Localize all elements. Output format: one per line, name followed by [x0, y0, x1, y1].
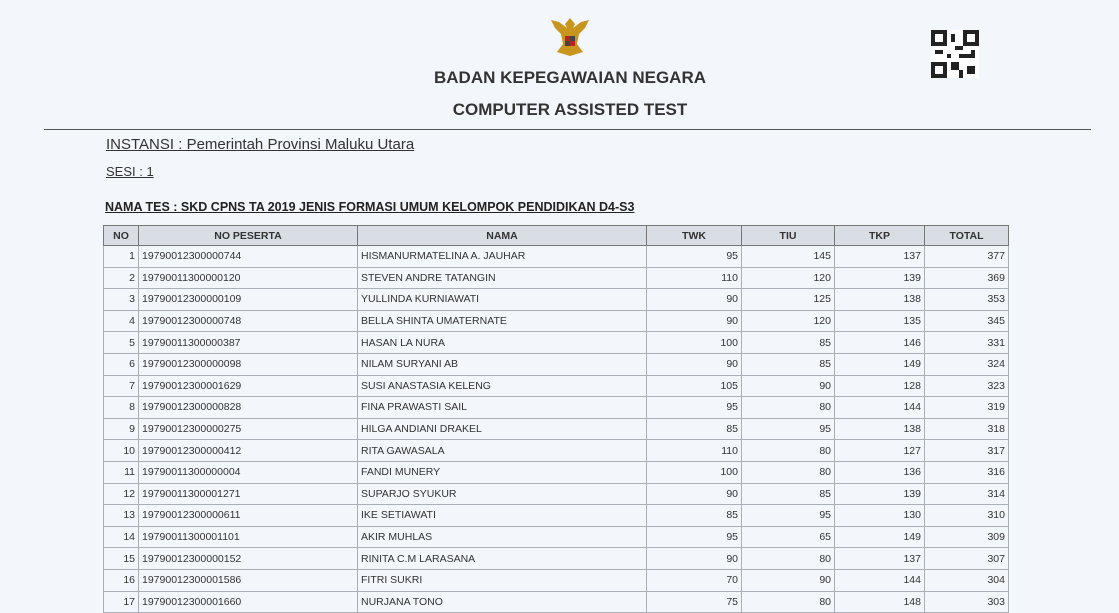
cell-twk: 90 [647, 353, 742, 375]
table-row [104, 353, 1009, 375]
cell-twk: 95 [647, 397, 742, 419]
cell-twk: 100 [647, 461, 742, 483]
cell-no: 10 [104, 440, 139, 462]
cell-no: 7 [104, 375, 139, 397]
results-table [103, 225, 1009, 613]
cell-no-peserta: 19790011300000004 [139, 461, 358, 483]
cell-twk: 95 [647, 526, 742, 548]
cell-no: 8 [104, 397, 139, 419]
cell-nama: FANDI MUNERY [358, 461, 647, 483]
cell-tiu: 145 [742, 246, 835, 268]
cell-tkp: 137 [835, 548, 925, 570]
cell-twk: 110 [647, 267, 742, 289]
cell-no-peserta: 19790012300000152 [139, 548, 358, 570]
cell-total: 369 [925, 267, 1009, 289]
column-header-tkp: TKP [835, 226, 925, 246]
cell-twk: 75 [647, 591, 742, 613]
cell-tkp: 146 [835, 332, 925, 354]
cell-nama: FITRI SUKRI [358, 569, 647, 591]
garuda-emblem-icon [547, 14, 593, 60]
cell-nama: AKIR MUHLAS [358, 526, 647, 548]
cell-no-peserta: 19790012300001660 [139, 591, 358, 613]
cell-total: 317 [925, 440, 1009, 462]
cell-no: 4 [104, 310, 139, 332]
cell-tkp: 138 [835, 289, 925, 311]
table-row [104, 440, 1009, 462]
table-row [104, 267, 1009, 289]
column-header-total: TOTAL [925, 226, 1009, 246]
nama-tes-label: NAMA TES : SKD CPNS TA 2019 JENIS FORMASI UMUM KELOMPOK PENDIDIKAN D4-S3 [105, 200, 635, 214]
cell-nama: FINA PRAWASTI SAIL [358, 397, 647, 419]
cell-total: 309 [925, 526, 1009, 548]
column-header-no: NO [104, 226, 139, 246]
cell-no: 9 [104, 418, 139, 440]
table-header-row [104, 226, 1009, 246]
cell-nama: SUPARJO SYUKUR [358, 483, 647, 505]
cell-tkp: 144 [835, 397, 925, 419]
cell-tiu: 95 [742, 418, 835, 440]
table-row [104, 332, 1009, 354]
cell-twk: 90 [647, 548, 742, 570]
cell-total: 314 [925, 483, 1009, 505]
cell-no: 14 [104, 526, 139, 548]
cell-tkp: 128 [835, 375, 925, 397]
cell-nama: HILGA ANDIANI DRAKEL [358, 418, 647, 440]
instansi-label: INSTANSI : Pemerintah Provinsi Maluku Utara [106, 136, 415, 153]
cell-tiu: 80 [742, 548, 835, 570]
cell-no-peserta: 19790012300000744 [139, 246, 358, 268]
column-header-no-peserta: NO PESERTA [139, 226, 358, 246]
cell-twk: 90 [647, 483, 742, 505]
cell-no: 17 [104, 591, 139, 613]
cell-no-peserta: 19790012300000611 [139, 505, 358, 527]
cell-no: 13 [104, 505, 139, 527]
cell-no-peserta: 19790012300001586 [139, 569, 358, 591]
cell-no-peserta: 19790012300000098 [139, 353, 358, 375]
cell-no-peserta: 19790011300000120 [139, 267, 358, 289]
table-row [104, 375, 1009, 397]
table-row [104, 310, 1009, 332]
cell-twk: 85 [647, 505, 742, 527]
table-row [104, 526, 1009, 548]
table-row [104, 289, 1009, 311]
cell-no-peserta: 19790012300001629 [139, 375, 358, 397]
cell-total: 319 [925, 397, 1009, 419]
cell-total: 304 [925, 569, 1009, 591]
cell-twk: 105 [647, 375, 742, 397]
cell-no: 6 [104, 353, 139, 375]
cell-tkp: 139 [835, 483, 925, 505]
cell-no: 12 [104, 483, 139, 505]
cell-no-peserta: 19790011300000387 [139, 332, 358, 354]
cell-nama: NURJANA TONO [358, 591, 647, 613]
cell-tkp: 127 [835, 440, 925, 462]
table-row [104, 569, 1009, 591]
cell-nama: HISMANURMATELINA A. JAUHAR [358, 246, 647, 268]
cell-no: 11 [104, 461, 139, 483]
cell-no: 3 [104, 289, 139, 311]
cell-no-peserta: 19790012300000412 [139, 440, 358, 462]
table-row [104, 397, 1009, 419]
cell-tiu: 80 [742, 440, 835, 462]
cell-no: 15 [104, 548, 139, 570]
cell-total: 345 [925, 310, 1009, 332]
cell-tkp: 148 [835, 591, 925, 613]
cell-tkp: 136 [835, 461, 925, 483]
cell-total: 307 [925, 548, 1009, 570]
cell-nama: RITA GAWASALA [358, 440, 647, 462]
cell-tiu: 125 [742, 289, 835, 311]
cell-no-peserta: 19790012300000828 [139, 397, 358, 419]
cell-no: 2 [104, 267, 139, 289]
cell-tkp: 149 [835, 353, 925, 375]
cell-tkp: 130 [835, 505, 925, 527]
cell-tkp: 137 [835, 246, 925, 268]
sesi-label: SESI : 1 [106, 164, 154, 179]
cell-twk: 70 [647, 569, 742, 591]
cell-tkp: 138 [835, 418, 925, 440]
cell-no-peserta: 19790011300001101 [139, 526, 358, 548]
cell-total: 377 [925, 246, 1009, 268]
cell-no: 1 [104, 246, 139, 268]
document-subtitle: COMPUTER ASSISTED TEST [452, 100, 688, 119]
cell-nama: RINITA C.M LARASANA [358, 548, 647, 570]
table-row [104, 483, 1009, 505]
cell-tiu: 85 [742, 353, 835, 375]
cell-no-peserta: 19790012300000109 [139, 289, 358, 311]
table-row [104, 505, 1009, 527]
cell-no-peserta: 19790011300001271 [139, 483, 358, 505]
cell-tiu: 95 [742, 505, 835, 527]
cell-tiu: 85 [742, 483, 835, 505]
cell-nama: BELLA SHINTA UMATERNATE [358, 310, 647, 332]
cell-tkp: 144 [835, 569, 925, 591]
cell-nama: HASAN LA NURA [358, 332, 647, 354]
cell-tiu: 80 [742, 461, 835, 483]
header-divider [44, 129, 1091, 130]
cell-tiu: 80 [742, 397, 835, 419]
cell-total: 353 [925, 289, 1009, 311]
cell-tiu: 85 [742, 332, 835, 354]
cell-nama: SUSI ANASTASIA KELENG [358, 375, 647, 397]
cell-tiu: 90 [742, 375, 835, 397]
cell-total: 310 [925, 505, 1009, 527]
cell-tiu: 120 [742, 267, 835, 289]
table-row [104, 461, 1009, 483]
cell-tiu: 65 [742, 526, 835, 548]
cell-twk: 90 [647, 310, 742, 332]
cell-nama: IKE SETIAWATI [358, 505, 647, 527]
cell-twk: 100 [647, 332, 742, 354]
cell-nama: YULLINDA KURNIAWATI [358, 289, 647, 311]
cell-total: 318 [925, 418, 1009, 440]
cell-tiu: 80 [742, 591, 835, 613]
cell-total: 303 [925, 591, 1009, 613]
cell-twk: 85 [647, 418, 742, 440]
cell-total: 331 [925, 332, 1009, 354]
cell-tkp: 139 [835, 267, 925, 289]
cell-total: 316 [925, 461, 1009, 483]
cell-tiu: 120 [742, 310, 835, 332]
document-title: BADAN KEPEGAWAIAN NEGARA [433, 68, 707, 87]
table-row [104, 418, 1009, 440]
cell-no-peserta: 19790012300000748 [139, 310, 358, 332]
table-row [104, 246, 1009, 268]
cell-no-peserta: 19790012300000275 [139, 418, 358, 440]
column-header-nama: NAMA [358, 226, 647, 246]
cell-no: 16 [104, 569, 139, 591]
cell-twk: 90 [647, 289, 742, 311]
cell-tiu: 90 [742, 569, 835, 591]
cell-twk: 95 [647, 246, 742, 268]
column-header-tiu: TIU [742, 226, 835, 246]
table-row [104, 548, 1009, 570]
cell-total: 324 [925, 353, 1009, 375]
cell-tkp: 149 [835, 526, 925, 548]
table-row [104, 591, 1009, 613]
cell-nama: NILAM SURYANI AB [358, 353, 647, 375]
column-header-twk: TWK [647, 226, 742, 246]
cell-no: 5 [104, 332, 139, 354]
cell-nama: STEVEN ANDRE TATANGIN [358, 267, 647, 289]
cell-tkp: 135 [835, 310, 925, 332]
cell-total: 323 [925, 375, 1009, 397]
cell-twk: 110 [647, 440, 742, 462]
